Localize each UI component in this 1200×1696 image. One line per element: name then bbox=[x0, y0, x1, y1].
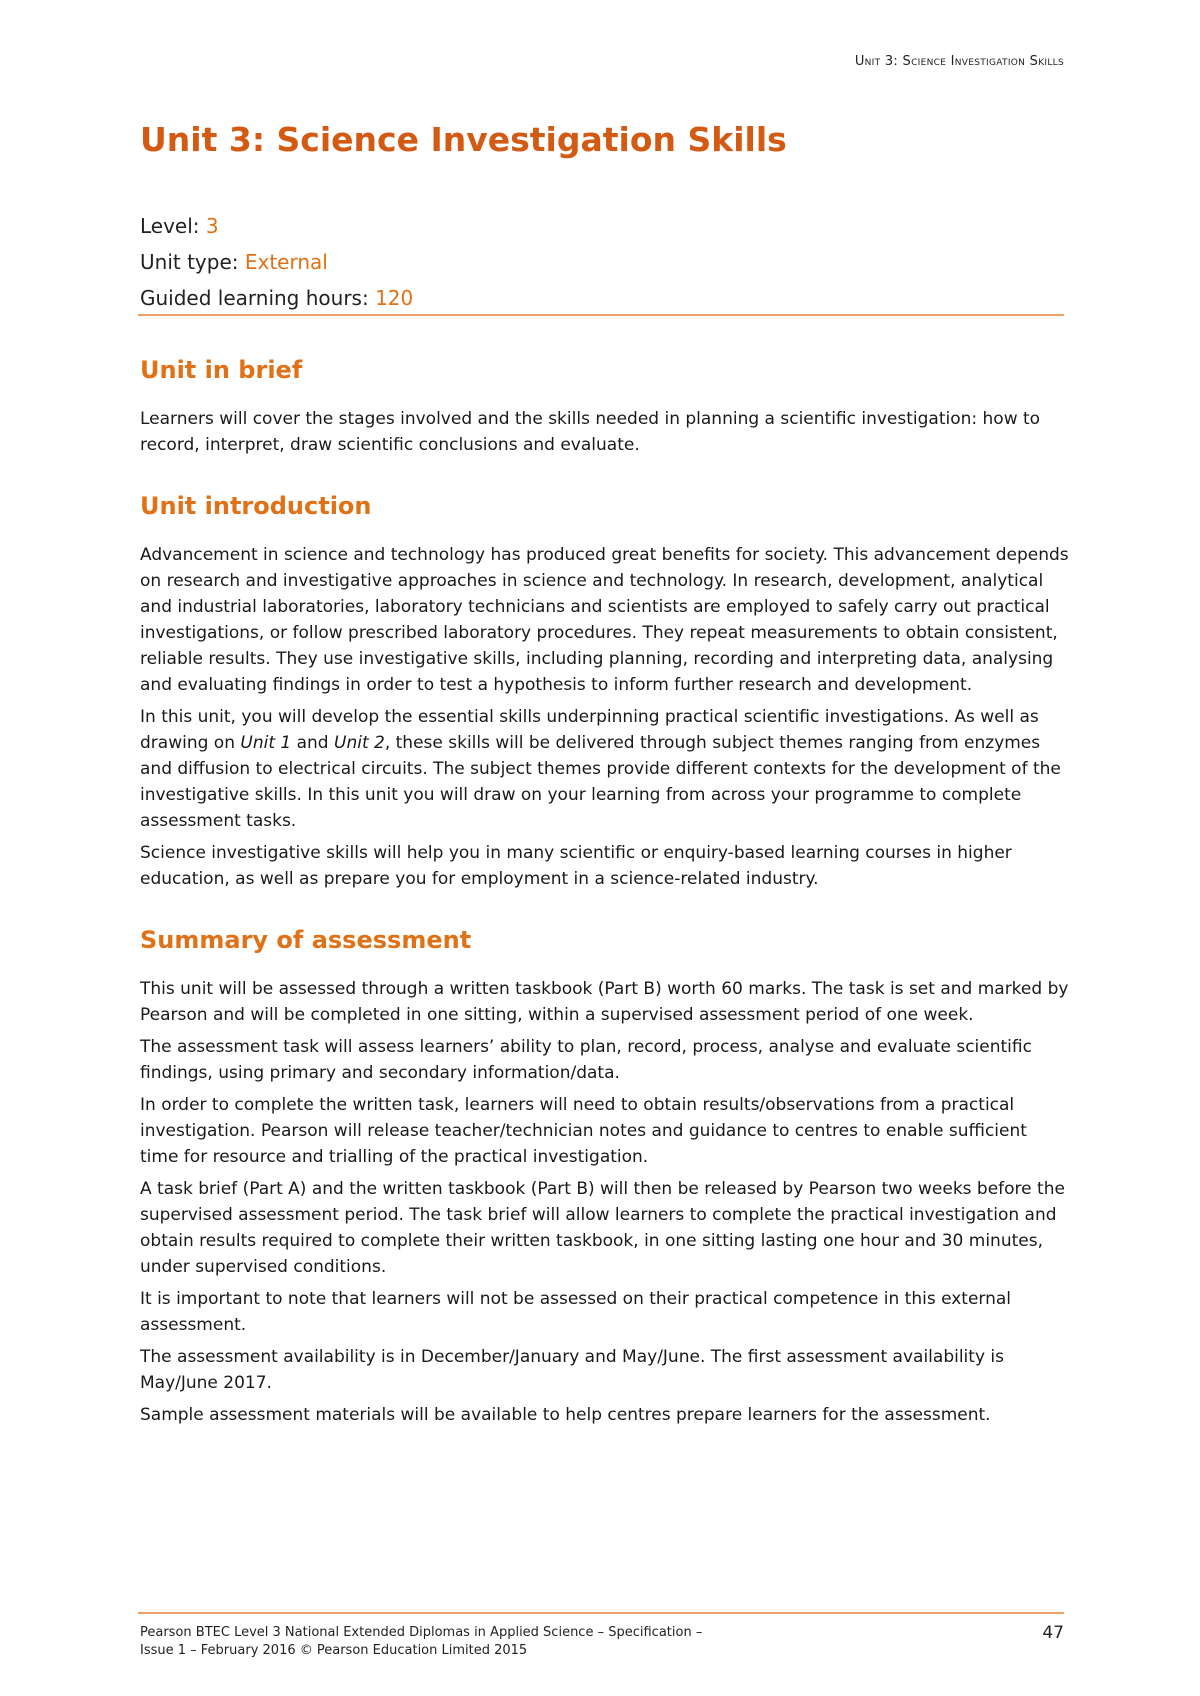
paragraph: Sample assessment materials will be available to help centres prepare learners for the assessment. bbox=[140, 1405, 991, 1425]
paragraph: Learners will cover the stages involved and the skills needed in planning a scientific investigation: how to record, interpret, draw scientific conclusions and evaluate. bbox=[140, 409, 1041, 455]
unit-type-row bbox=[140, 244, 413, 280]
footer-text bbox=[140, 1624, 860, 1660]
footer-line: Issue 1 – February 2016 © Pearson Education Limited 2015 bbox=[140, 1643, 528, 1658]
section-unit-introduction bbox=[140, 492, 1070, 892]
section-heading: Unit introduction bbox=[140, 492, 372, 520]
unit-meta bbox=[140, 208, 413, 316]
paragraph: The assessment task will assess learners’ ability to plan, record, process, analyse and evaluate scientific findings, using primary and secondary information/data. bbox=[140, 1037, 1032, 1083]
text-run: In this unit, you will develop the essential skills underpinning practical scientific investigations. As well as drawing on bbox=[140, 707, 1039, 753]
glh-row bbox=[140, 280, 413, 316]
paragraph: A task brief (Part A) and the written taskbook (Part B) will then be released by Pearson two weeks before the supervised assessment period. The task brief will allow learners to complete the practical investigation and obtain results required to complete their written taskbook, in one sitting lasting one hour and 30 minutes, under supervised conditions. bbox=[140, 1179, 1065, 1277]
text-run: , these skills will be delivered through subject themes ranging from enzymes and diffusion to electrical circuits. The subject themes provide different contexts for the development of the investigative skills. In this unit you will draw on your learning from across your programme to complete assessment tasks. bbox=[140, 733, 1061, 831]
unit-type-value: External bbox=[244, 250, 328, 274]
footer-divider bbox=[138, 1612, 1064, 1614]
text-run: and bbox=[291, 733, 334, 753]
footer-line: Pearson BTEC Level 3 National Extended Diplomas in Applied Science – Specification – bbox=[140, 1625, 703, 1640]
unit-type-label: Unit type: bbox=[140, 250, 239, 274]
page-number: 47 bbox=[1042, 1623, 1064, 1643]
glh-label: Guided learning hours: bbox=[140, 286, 369, 310]
unit-reference: Unit 2 bbox=[334, 733, 385, 753]
running-header: Unit 3: Science Investigation Skills bbox=[854, 54, 1064, 69]
section-summary-of-assessment bbox=[140, 926, 1070, 1428]
level-value: 3 bbox=[205, 214, 219, 238]
header-divider bbox=[138, 314, 1064, 316]
paragraph: It is important to note that learners will not be assessed on their practical competence in this external assessment. bbox=[140, 1289, 1012, 1335]
paragraph bbox=[140, 704, 1070, 834]
unit-reference: Unit 1 bbox=[240, 733, 292, 753]
glh-value: 120 bbox=[375, 286, 414, 310]
page-footer bbox=[140, 1624, 1064, 1660]
level-label: Level: bbox=[140, 214, 200, 238]
section-heading: Unit in brief bbox=[140, 356, 303, 384]
section-unit-in-brief bbox=[140, 356, 1070, 458]
section-heading: Summary of assessment bbox=[140, 926, 472, 954]
unit-title: Unit 3: Science Investigation Skills bbox=[140, 120, 787, 159]
main-content bbox=[140, 356, 1070, 1462]
paragraph: The assessment availability is in December/January and May/June. The first assessment availability is May/June 2017. bbox=[140, 1347, 1004, 1393]
paragraph: This unit will be assessed through a written taskbook (Part B) worth 60 marks. The task is set and marked by Pearson and will be completed in one sitting, within a supervised assessment period of one week. bbox=[140, 979, 1069, 1025]
paragraph: Advancement in science and technology has produced great benefits for society. This advancement depends on research and investigative approaches in science and technology. In research, development, analytical and industrial laboratories, laboratory technicians and scientists are employed to safely carry out practical investigations, or follow prescribed laboratory procedures. They repeat measurements to obtain consistent, reliable results. They use investigative skills, including planning, recording and interpreting data, analysing and evaluating findings in order to test a hypothesis to inform further research and development. bbox=[140, 545, 1069, 695]
paragraph: In order to complete the written task, learners will need to obtain results/observations from a practical investigation. Pearson will release teacher/technician notes and guidance to centres to enable sufficient time for resource and trialling of the practical investigation. bbox=[140, 1095, 1027, 1167]
level-row bbox=[140, 208, 413, 244]
paragraph: Science investigative skills will help you in many scientific or enquiry-based learning courses in higher education, as well as prepare you for employment in a science-related industry. bbox=[140, 843, 1012, 889]
